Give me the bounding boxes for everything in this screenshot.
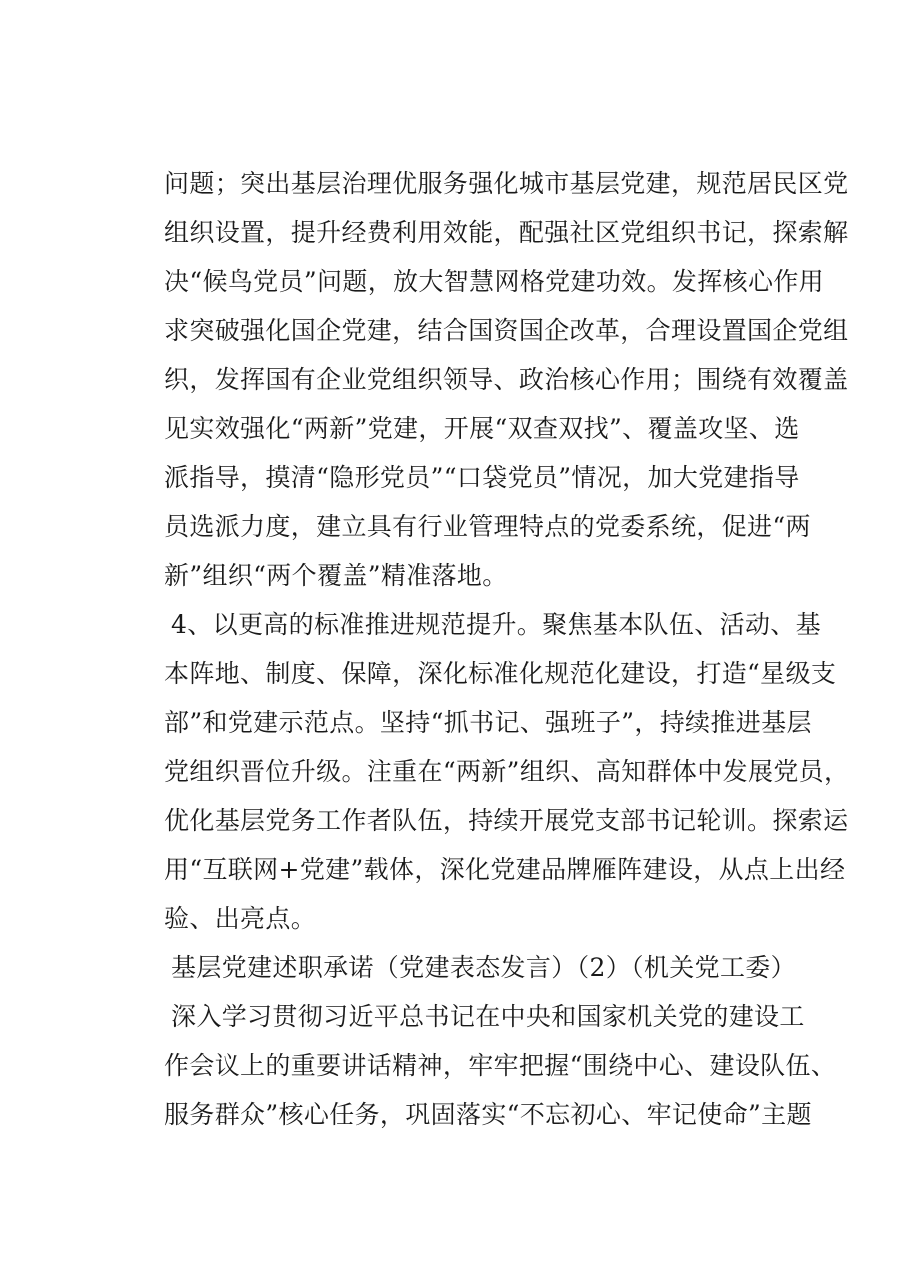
text-line: 部”和党建示范点。坚持“抓书记、强班子”，持续推进基层 bbox=[164, 708, 812, 737]
text-line: 验、出亮点。 bbox=[164, 904, 317, 933]
section-heading-line: 4、以更高的标准推进规范提升。聚焦基本队伍、活动、基 bbox=[171, 610, 822, 639]
text-line: 见实效强化“两新”党建，开展“双查双找”、覆盖攻坚、选 bbox=[164, 414, 800, 443]
text-line: 组织设置，提升经费利用效能，配强社区党组织书记，探索解 bbox=[164, 218, 849, 247]
text-line: 新”组织“两个覆盖”精准落地。 bbox=[164, 561, 508, 590]
text-line: 优化基层党务工作者队伍，持续开展党支部书记轮训。探索运 bbox=[164, 806, 849, 835]
text-line: 求突破强化国企党建，结合国资国企改革，合理设置国企党组 bbox=[164, 316, 849, 345]
paragraph-start-line: 深入学习贯彻习近平总书记在中央和国家机关党的建设工 bbox=[171, 1002, 805, 1031]
text-line: 服务群众”核心任务，巩固落实“不忘初心、牢记使命”主题 bbox=[164, 1100, 812, 1129]
document-subtitle: 基层党建述职承诺（党建表态发言）（2）（机关党工委） bbox=[171, 953, 797, 982]
text-line: 派指导，摸清“隐形党员”“口袋党员”情况，加大党建指导 bbox=[164, 463, 800, 492]
text-line: 决“候鸟党员”问题，放大智慧网格党建功效。发挥核心作用 bbox=[164, 267, 825, 296]
text-line: 本阵地、制度、保障，深化标准化规范化建设，打造“星级支 bbox=[164, 659, 837, 688]
text-line: 员选派力度，建立具有行业管理特点的党委系统，促进“两 bbox=[164, 512, 811, 541]
text-line: 党组织晋位升级。注重在“两新”组织、高知群体中发展党员， bbox=[164, 757, 850, 786]
text-line: 用“互联网+党建”载体，深化党建品牌雁阵建设，从点上出经 bbox=[164, 855, 846, 884]
text-line: 作会议上的重要讲话精神，牢牢把握“围绕中心、建设队伍、 bbox=[164, 1051, 837, 1080]
text-line: 问题；突出基层治理优服务强化城市基层党建，规范居民区党 bbox=[164, 169, 849, 198]
text-line: 织，发挥国有企业党组织领导、政治核心作用；围绕有效覆盖 bbox=[164, 365, 849, 394]
